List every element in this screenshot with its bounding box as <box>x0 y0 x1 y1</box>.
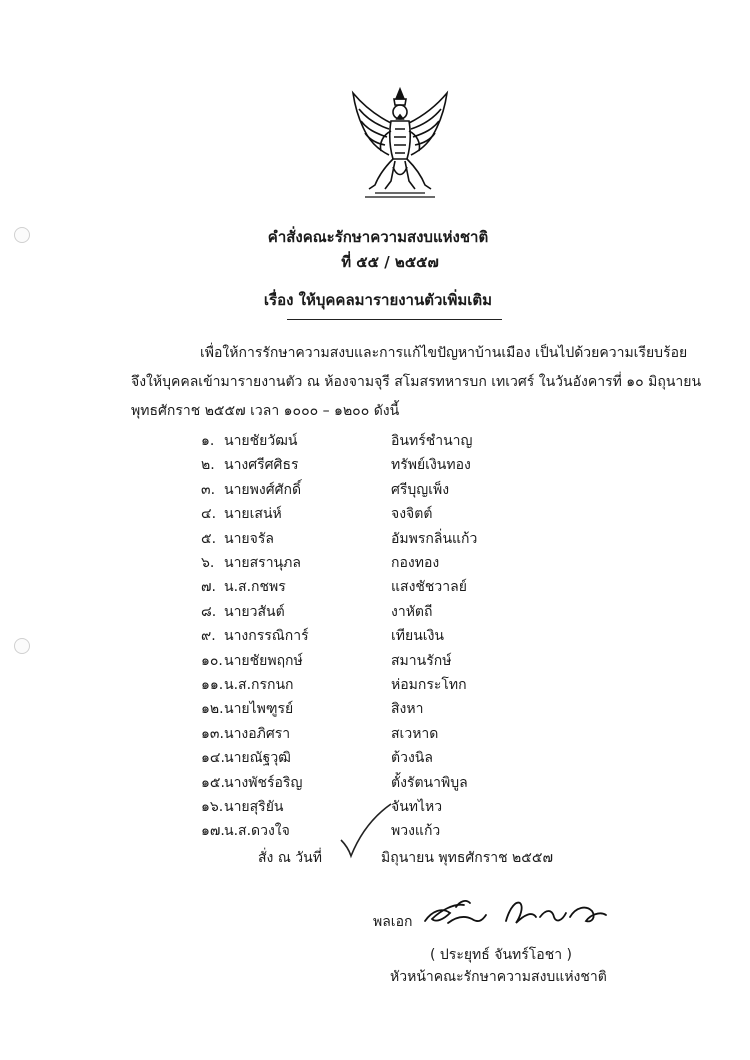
list-item-number: ๓. <box>201 481 216 498</box>
list-item-first-name: น.ส.กชพร <box>224 579 286 596</box>
list-item-last-name: สมานรักษ์ <box>391 652 452 669</box>
list-item-last-name: แสงชัชวาลย์ <box>391 579 467 596</box>
list-item-last-name: อัมพรกลิ่นแก้ว <box>391 530 478 547</box>
list-item-number: ๘. <box>201 603 217 620</box>
list-item-first-name: นายสุริยัน <box>224 799 284 815</box>
body-paragraph-line-2: จึงให้บุคคลเข้ามารายงานตัว ณ ห้องจามจุรี สโมสรทหารบก เทเวศร์ ในวันอังคารที่ ๑๐ มิถุนายน <box>131 374 702 390</box>
list-item-first-name: นางศรีศศิธร <box>224 457 299 474</box>
handwritten-signature <box>420 893 610 933</box>
list-item-number: ๑๔. <box>201 750 225 767</box>
list-item-last-name: อินทร์ชำนาญ <box>391 433 473 449</box>
list-item <box>0 650 750 672</box>
signer-rank: พลเอก <box>373 914 413 930</box>
list-item-number: ๑๓. <box>201 725 224 742</box>
list-item-number: ๑๒. <box>201 701 224 718</box>
list-item <box>0 454 750 476</box>
body-paragraph-line-3: พุทธศักราช ๒๕๕๗ เวลา ๑๐๐๐ – ๑๒๐๐ ดังนี้ <box>131 403 400 419</box>
list-item <box>0 625 750 647</box>
list-item <box>0 479 750 501</box>
list-item <box>0 674 750 696</box>
list-item-last-name: ศรีบุญเพ็ง <box>391 481 450 498</box>
order-issuer: คำสั่งคณะรักษาความสงบแห่งชาติ <box>267 228 489 246</box>
list-item <box>0 430 750 452</box>
garuda-emblem-icon <box>345 85 455 205</box>
order-subject: เรื่อง ให้บุคคลมารายงานตัวเพิ่มเติม <box>263 291 493 309</box>
list-item-first-name: น.ส.กรกนก <box>224 677 294 693</box>
list-item <box>0 552 750 574</box>
list-item <box>0 528 750 550</box>
list-item-first-name: นายสรานุภล <box>224 555 301 571</box>
list-item-last-name: จงจิตต์ <box>391 506 433 523</box>
list-item-number: ๗. <box>201 579 216 596</box>
list-item-last-name: ห่อมกระโทก <box>391 677 467 693</box>
list-item-number: ๙. <box>201 628 216 645</box>
list-item-number: ๑๖. <box>201 799 224 815</box>
ordered-on-label: สั่ง ณ วันที่ <box>258 850 322 866</box>
list-item-number: ๕. <box>201 530 217 547</box>
list-item-last-name: จันทไหว <box>391 799 443 815</box>
list-item <box>0 576 750 598</box>
order-date: มิถุนายน พุทธศักราช ๒๕๕๗ <box>381 850 554 866</box>
list-item-first-name: น.ส.ดวงใจ <box>224 823 290 840</box>
list-item-first-name: นายชัยวัฒน์ <box>224 433 298 449</box>
header-divider <box>287 319 502 320</box>
list-item-first-name: นางกรรณิการ์ <box>224 628 309 645</box>
signer-name: ( ประยุทธ์ จันทร์โอชา ) <box>430 947 572 963</box>
list-item <box>0 723 750 745</box>
list-item-first-name: นายไพฑูรย์ <box>224 701 294 718</box>
list-item-last-name: ทรัพย์เงินทอง <box>391 457 471 474</box>
list-item-number: ๑๑. <box>201 677 224 693</box>
list-item-number: ๑๕. <box>201 774 225 791</box>
list-item-first-name: นายพงศ์ศักดิ์ <box>224 481 302 498</box>
list-item-first-name: นายชัยพฤกษ์ <box>224 652 303 669</box>
list-item <box>0 698 750 720</box>
list-item-last-name: พวงแก้ว <box>391 823 441 840</box>
list-item-number: ๑๗. <box>201 823 225 840</box>
list-item-first-name: นางพัชร์อริญ <box>224 774 303 791</box>
list-item-number: ๑๐. <box>201 652 223 669</box>
list-item-number: ๔. <box>201 506 217 523</box>
list-item-last-name: เทียนเงิน <box>391 628 444 645</box>
list-item-first-name: นางอภิศรา <box>224 725 291 742</box>
list-item-first-name: นายเสน่ห์ <box>224 506 282 523</box>
list-item-last-name: ต้วงนิล <box>391 750 433 767</box>
list-item-last-name: สเวหาด <box>391 725 439 742</box>
list-item-number: ๑. <box>201 433 215 449</box>
signer-position: หัวหน้าคณะรักษาความสงบแห่งชาติ <box>390 969 607 985</box>
list-item-last-name: ตั้งรัตนาพิบูล <box>391 774 468 791</box>
list-item <box>0 601 750 623</box>
list-item-last-name: สิงหา <box>391 701 424 718</box>
order-number: ที่ ๕๕ / ๒๕๕๗ <box>341 253 439 271</box>
list-item-first-name: นายวสันต์ <box>224 603 285 620</box>
list-item <box>0 772 750 794</box>
list-item-first-name: นายจรัล <box>224 530 274 547</box>
list-item-number: ๖. <box>201 555 215 571</box>
list-item-first-name: นายณัฐวุฒิ <box>224 750 291 767</box>
list-item-number: ๒. <box>201 457 215 474</box>
list-item <box>0 503 750 525</box>
list-item-last-name: งาหัตถี <box>391 603 433 620</box>
list-item-last-name: กองทอง <box>391 555 440 571</box>
list-item <box>0 747 750 769</box>
body-paragraph-line-1: เพื่อให้การรักษาความสงบและการแก้ไขปัญหาบ้านเมือง เป็นไปด้วยความเรียบร้อย <box>200 345 688 361</box>
